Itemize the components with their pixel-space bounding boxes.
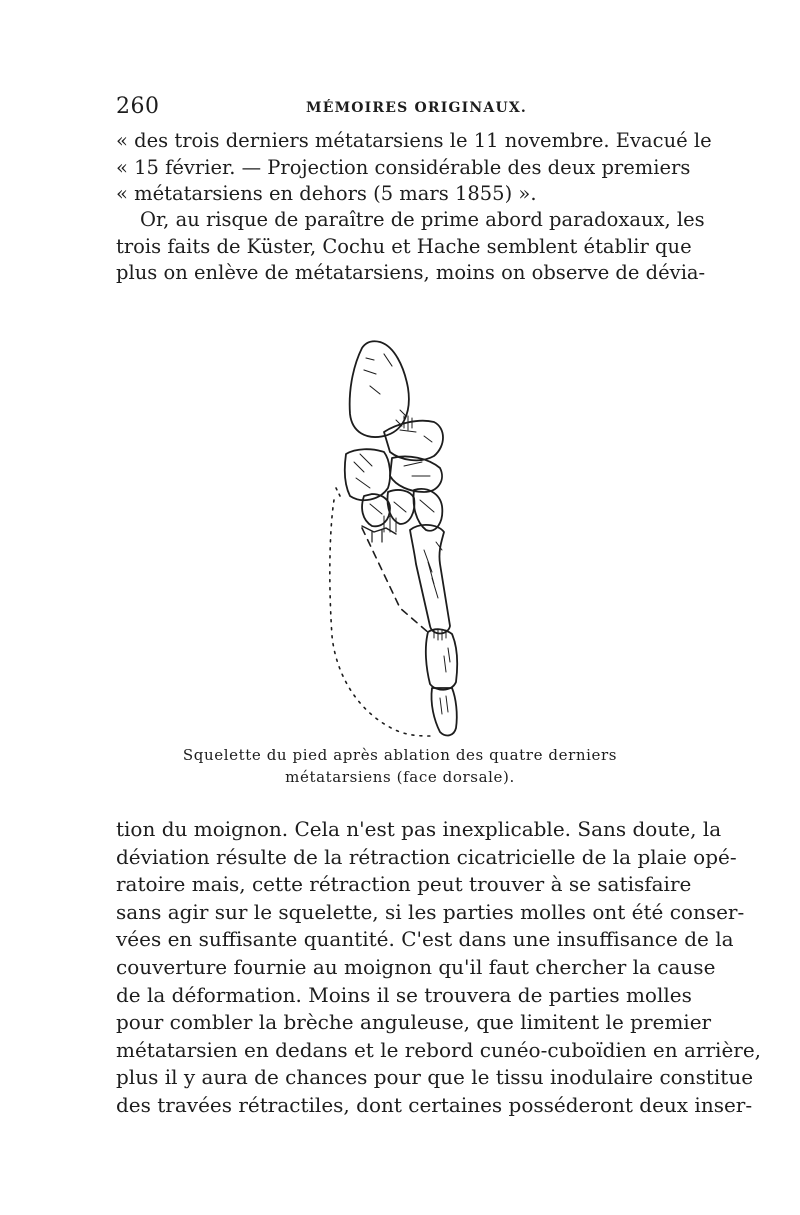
paragraph-discussion [116,816,762,1120]
caption-line: métatarsiens (face dorsale). [285,768,515,786]
text-line: vées en suffisante quantité. C'est dans une insuffisance de la [116,927,734,952]
text-line: couverture fournie au moignon qu'il faut chercher la cause [116,954,716,979]
running-head: MÉMOIRES ORIGINAUX. [306,100,527,116]
page-header [116,94,686,124]
text-line: ratoire mais, cette rétraction peut trouver à se satisfaire [116,872,692,897]
text-line: plus il y aura de chances pour que le tissu inodulaire constitue [116,1065,754,1090]
text-line: « 15 février. — Projection considérable des deux premiers [116,155,691,179]
text-line: « métatarsiens en dehors (5 mars 1855) ». [116,182,537,205]
page-number: 260 [116,94,160,119]
foot-skeleton-figure [300,336,500,746]
text-line: des travées rétractiles, dont certaines posséderont deux inser- [116,1092,753,1117]
text-line: sans agir sur le squelette, si les parties molles ont été conser- [116,899,745,924]
text-line: plus on enlève de métatarsiens, moins on observe de dévia- [116,261,706,284]
caption-line: Squelette du pied après ablation des quatre derniers [182,746,618,764]
text-line: déviation résulte de la rétraction cicatricielle de la plaie opé- [116,844,737,869]
text-line: trois faits de Küster, Cochu et Hache semblent établir que [116,234,692,258]
text-line: métatarsien en dedans et le rebord cunéo-cuboïdien en arrière, [116,1037,762,1062]
text-line: Or, au risque de paraître de prime abord paradoxaux, les [140,208,705,231]
paragraph-intro [116,207,706,287]
figure-caption [170,744,630,788]
text-line: tion du moignon. Cela n'est pas inexplicable. Sans doute, la [116,817,722,841]
paragraph-quote-end [116,128,712,208]
text-line: pour combler la brèche anguleuse, que limitent le premier [116,1010,712,1035]
text-line: de la déformation. Moins il se trouvera de parties molles [116,982,692,1007]
text-line: « des trois derniers métatarsiens le 11 novembre. Evacué le [116,129,712,152]
foot-skeleton-illustration [300,336,500,746]
